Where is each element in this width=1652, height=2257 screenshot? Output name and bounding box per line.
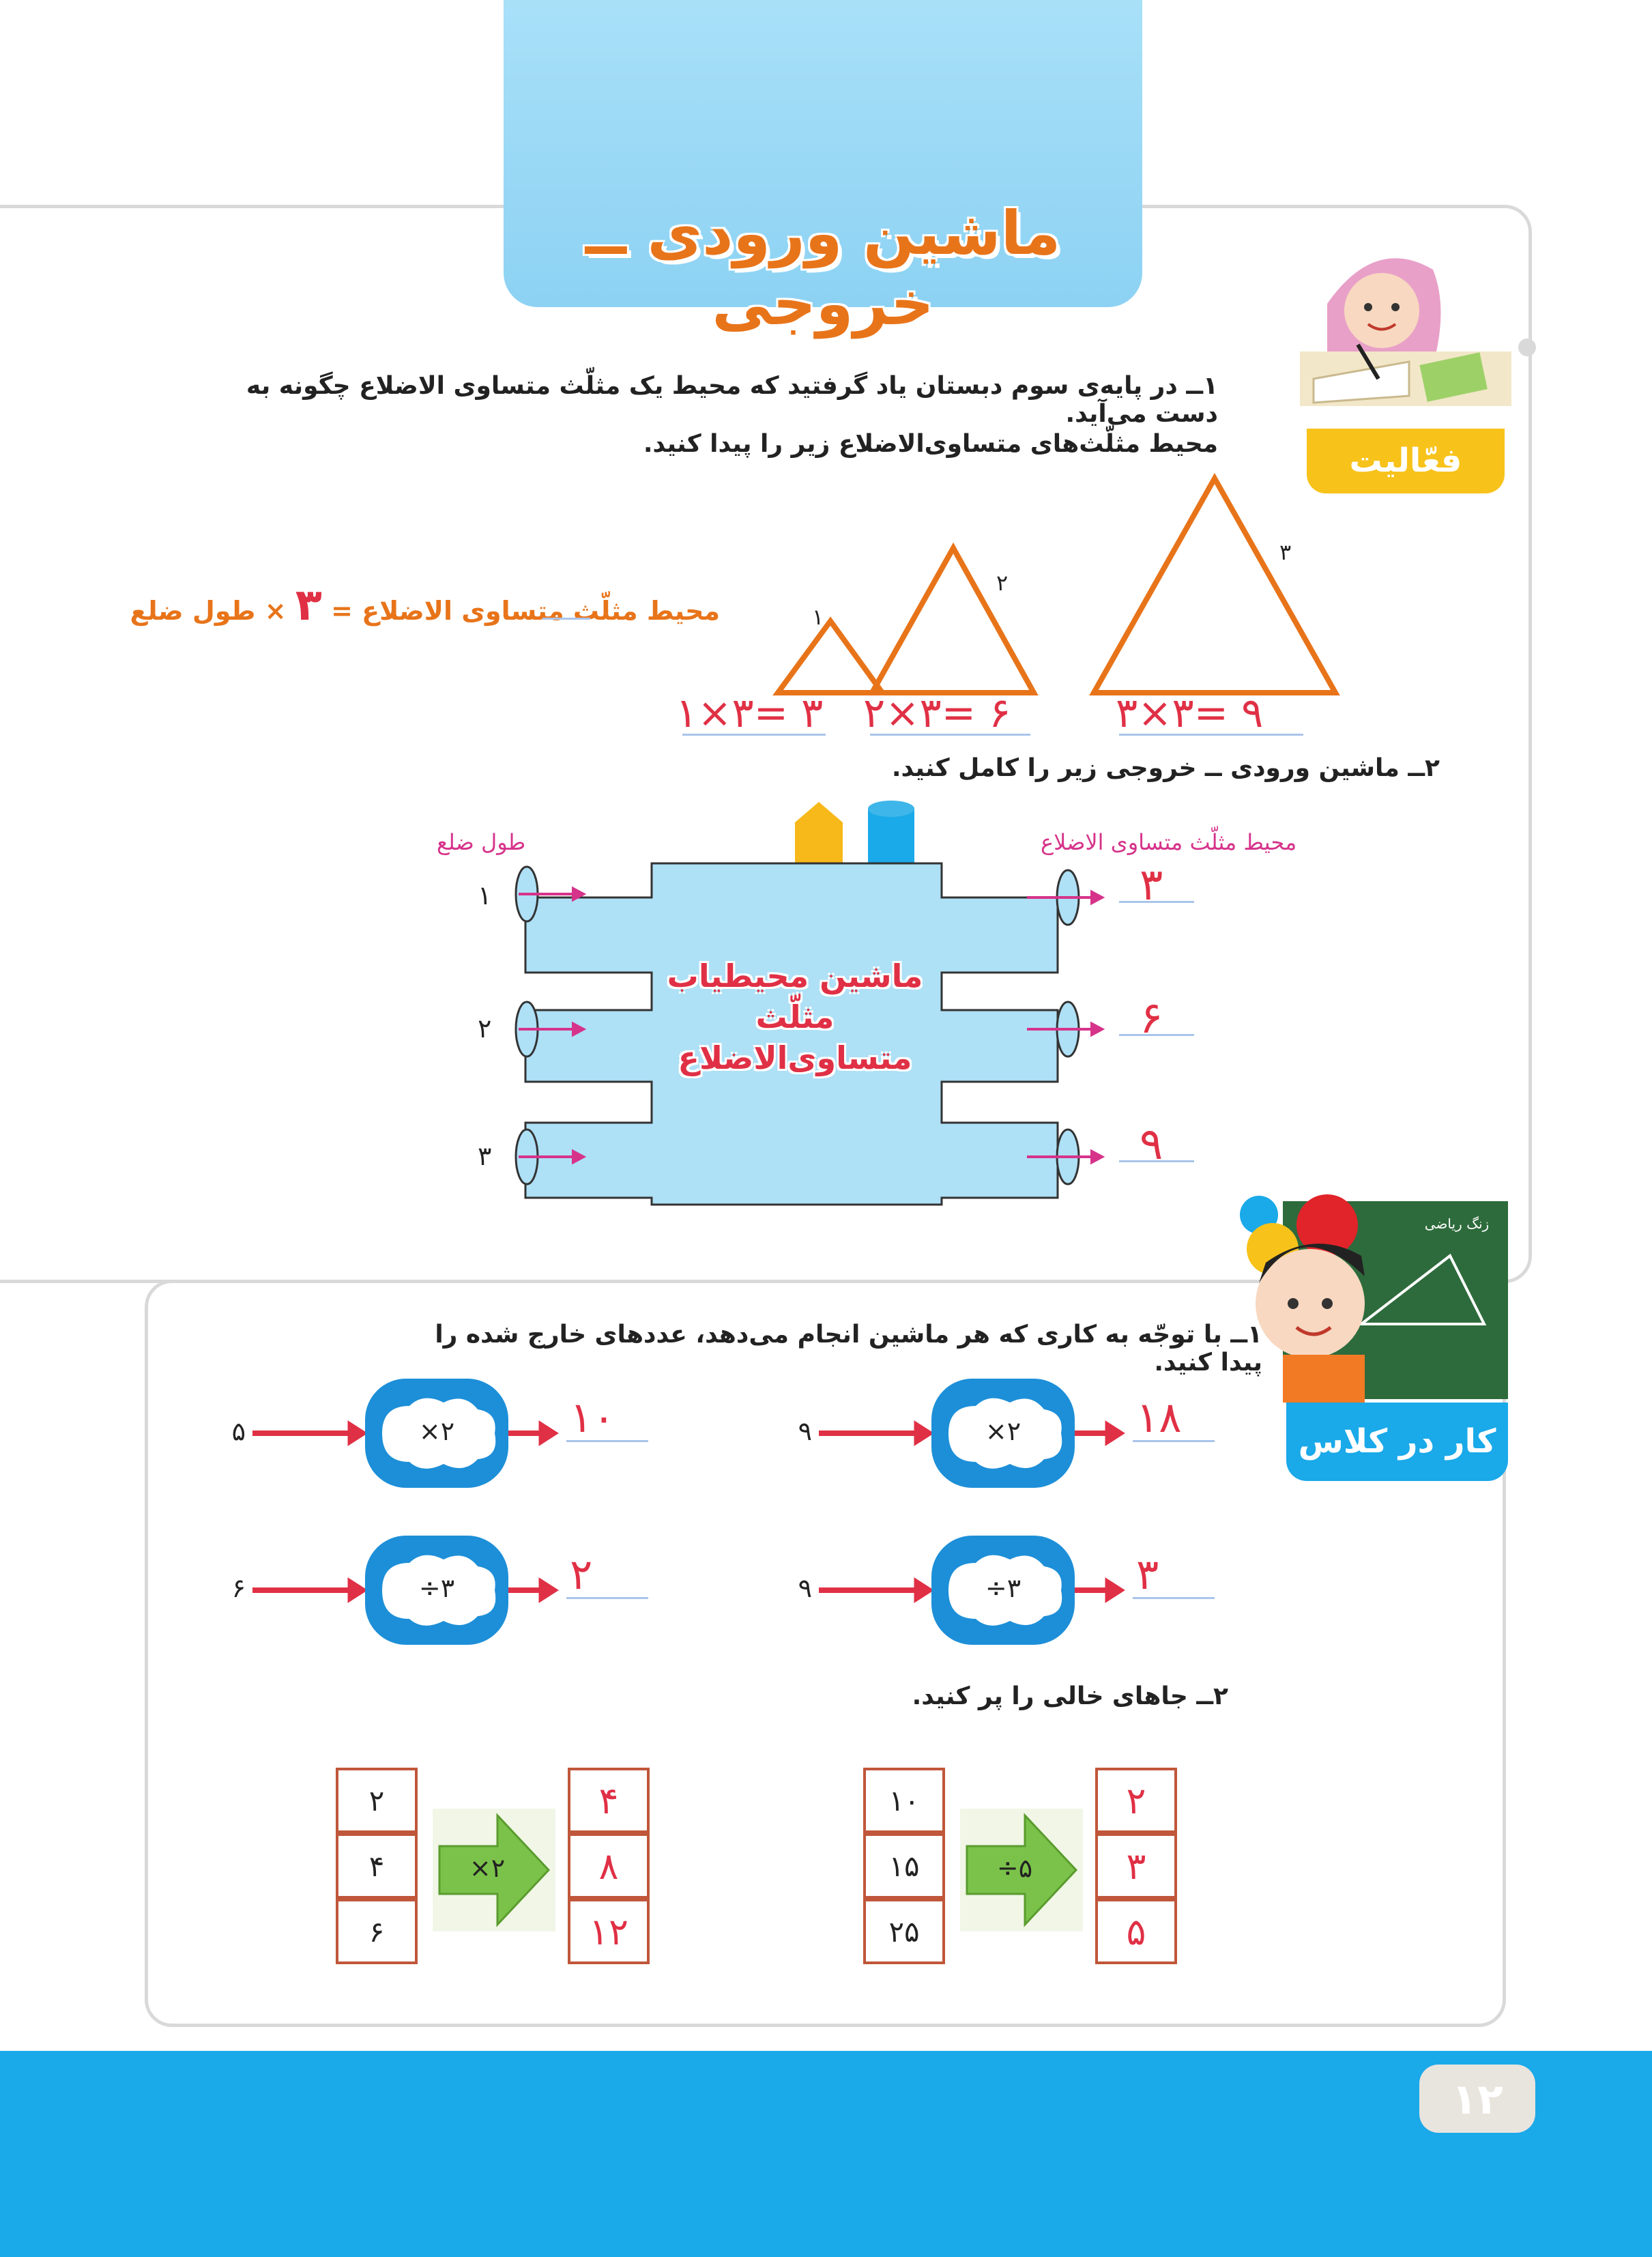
table-input-cell: ۶	[336, 1899, 418, 1964]
perimeter-formula	[130, 580, 720, 631]
machine-input-2: ۲	[478, 1014, 492, 1044]
table-operation: ÷۵	[996, 1853, 1033, 1883]
triangle-1-answer: ۱×۳= ۳	[676, 689, 824, 737]
machine-name-line1: ماشین محیطیاب	[667, 958, 923, 994]
triangle-3-number: ۳	[1279, 539, 1292, 565]
machine-input-label: طول ضلع	[437, 829, 526, 855]
cloud-machine-3	[798, 1536, 1194, 1645]
table-input-cell: ۴	[336, 1833, 418, 1899]
triangle-2-number: ۲	[996, 570, 1009, 596]
cloud-machine-answer-line	[566, 1440, 648, 1442]
machine-output-3-line	[1119, 1160, 1194, 1162]
footer-band	[0, 2051, 1652, 2257]
cloud-machine-output: ۱۸	[1136, 1392, 1182, 1442]
chalkboard-caption: زنگ ریاضی	[1424, 1216, 1490, 1232]
table-input-cell: ۱۰	[863, 1768, 945, 1833]
table-output-cell: ۱۲	[568, 1899, 650, 1964]
cloud-machine-4	[231, 1536, 628, 1645]
table-input-cell: ۲	[336, 1768, 418, 1833]
page-number: ۱۲	[1419, 2065, 1535, 2133]
table-output-cell: ۸	[568, 1833, 650, 1899]
cloud-machine-input: ۵	[231, 1416, 246, 1446]
cloud-machine-input: ۹	[798, 1573, 812, 1603]
table-output-cell: ۵	[1095, 1899, 1177, 1964]
cloud-machine-operation: ×۲	[985, 1416, 1021, 1446]
triangle-1-number: ۱	[812, 604, 824, 630]
cloud-machine-answer-line	[1133, 1440, 1215, 1442]
classwork-question-1: ۱ــ با توجّه به کاری که هر ماشین انجام می‌دهد، عددهای خارج شده را پیدا کنید.	[435, 1321, 1262, 1377]
triangle-2	[872, 548, 1034, 693]
pentagon-shape	[795, 802, 843, 863]
page-title: ماشین ورودی ــ خروجی	[585, 198, 1061, 339]
machine-name	[652, 955, 938, 1078]
activity-question-1-line1: ۱ــ در پایه‌ی سوم دبستان یاد گرفتید که محیط یک مثلّث متساوی الاضلاع چگونه به دست می‌آید.	[246, 372, 1218, 428]
table-output-cell: ۴	[568, 1768, 650, 1833]
activity-badge: فعّالیت	[1307, 429, 1505, 493]
cloud-machine-input: ۶	[231, 1573, 246, 1603]
cloud-machine-2	[231, 1379, 628, 1488]
triangles-figure	[737, 464, 1365, 710]
table-input-cell: ۲۵	[863, 1899, 945, 1964]
table-output-cell: ۳	[1095, 1833, 1177, 1899]
fill-table-2	[336, 1768, 663, 1972]
green-arrow-operation	[433, 1809, 555, 1931]
frame-dot	[1518, 339, 1536, 356]
triangle-1-answer-line	[682, 734, 826, 736]
girl-reading-illustration	[1300, 242, 1511, 406]
table-operation: ×۲	[469, 1853, 506, 1883]
machine-output-label: محیط مثلّث متساوی الاضلاع	[1041, 829, 1297, 855]
machine-name-line2: مثلّث	[755, 998, 835, 1035]
formula-suffix: × طول ضلع	[130, 596, 287, 626]
triangle-2-answer-line	[870, 734, 1030, 736]
cloud-machine-operation: ÷۳	[418, 1573, 455, 1603]
triangle-1	[778, 621, 882, 693]
machine-input-1: ۱	[478, 880, 492, 910]
fill-table-1	[863, 1768, 1191, 1972]
machine-name-line3: متساوی‌الاضلاع	[678, 1039, 912, 1076]
cloud-machine-answer-line	[566, 1597, 648, 1599]
table-input-cell: ۱۵	[863, 1833, 945, 1899]
cloud-machine-operation: ×۲	[418, 1416, 455, 1446]
cloud-machine-output: ۳	[1136, 1549, 1159, 1599]
triangle-3-answer-line	[1119, 734, 1303, 736]
formula-answer-line	[542, 618, 590, 620]
cloud-machine-output: ۱۰	[570, 1392, 615, 1442]
formula-prefix: محیط مثلّث متساوی الاضلاع =	[331, 596, 720, 626]
triangle-2-answer: ۲×۳= ۶	[863, 689, 1011, 737]
classwork-badge: کار در کلاس	[1286, 1403, 1508, 1481]
table-output-cell: ۲	[1095, 1768, 1177, 1833]
machine-output-3: ۹	[1140, 1119, 1163, 1170]
machine-input-3: ۳	[478, 1141, 492, 1171]
activity-question-2: ۲ــ ماشین ورودی ــ خروجی زیر را کامل کنید.	[891, 754, 1440, 782]
formula-handwritten-answer: ۳	[295, 580, 322, 631]
machine-output-2-line	[1119, 1034, 1194, 1036]
boy-chalkboard-illustration	[1225, 1174, 1515, 1406]
cloud-machine-operation: ÷۳	[985, 1573, 1021, 1603]
triangle-3	[1094, 478, 1335, 693]
activity-question-1-line2: محیط مثلّث‌های متساوی‌الاضلاع زیر را پیدا کنید.	[643, 430, 1218, 458]
classwork-question-2: ۲ــ جاهای خالی را پر کنید.	[912, 1682, 1228, 1710]
machine-output-1-line	[1119, 901, 1194, 903]
cloud-machine-input: ۹	[798, 1416, 812, 1446]
machine-output-1: ۳	[1140, 860, 1163, 910]
triangle-3-answer: ۳×۳= ۹	[1116, 689, 1264, 737]
green-arrow-operation	[960, 1809, 1083, 1931]
machine-output-2: ۶	[1140, 993, 1163, 1044]
cloud-machine-answer-line	[1133, 1597, 1215, 1599]
cloud-machine-output: ۲	[570, 1549, 593, 1599]
cloud-machine-1	[798, 1379, 1194, 1488]
